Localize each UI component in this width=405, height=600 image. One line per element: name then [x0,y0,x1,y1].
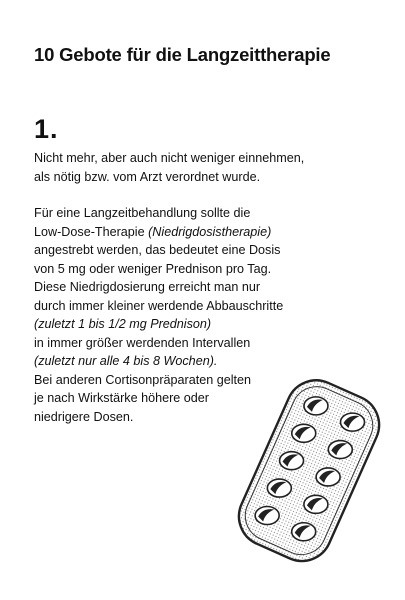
body-line: niedrigere Dosen. [34,409,134,424]
body-line-text: Low-Dose-Therapie [34,224,149,239]
body-line: Bei anderen Cortisonpräparaten gelten [34,372,252,387]
italic-note: (zuletzt 1 bis 1/2 mg Prednison) [34,317,212,331]
lead-line: Nicht mehr, aber auch nicht weniger einnehmen, [34,151,305,165]
body-line: Für eine Langzeitbehandlung sollte die [34,206,251,220]
italic-note: (zuletzt nur alle 4 bis 8 Wochen). [34,354,218,368]
body-line: in immer größer werdenden Intervallen [34,335,251,350]
body-line: je nach Wirkstärke höhere oder [34,391,209,405]
tablet-blister-pack-icon [218,368,393,568]
body-line: Diese Niedrigdosierung erreicht man nur [34,280,261,294]
lead-paragraph [34,149,304,186]
page-title: 10 Gebote für die Langzeittherapie [34,44,331,65]
commandment-number: 1. [34,114,59,144]
body-line: durch immer kleiner werdende Abbauschritte [34,298,284,313]
lead-line: als nötig bzw. vom Arzt verordnet wurde. [34,169,261,184]
italic-note: (Niedrigdosistherapie) [148,224,272,239]
body-line: von 5 mg oder weniger Prednison pro Tag. [34,261,272,276]
body-line: angestrebt werden, das bedeutet eine Dosis [34,243,281,257]
body-line [34,223,283,242]
